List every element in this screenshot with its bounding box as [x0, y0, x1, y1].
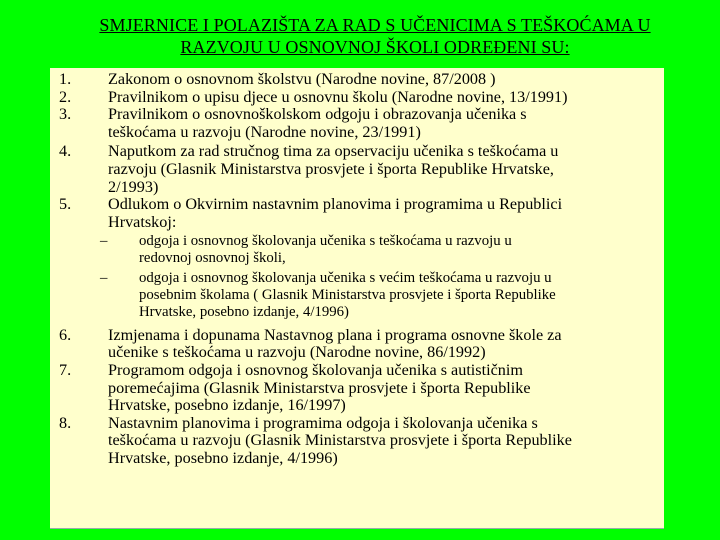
- sub-list-text: redovnoj osnovnoj školi,: [139, 250, 286, 267]
- list-item-8: [50, 415, 664, 468]
- sub-list-item-1: [50, 233, 664, 267]
- list-item-text: razvoju (Glasnik Ministarstva prosvjete i športa Republike Hrvatske,: [108, 159, 554, 178]
- title-line-2: RAZVOJU U OSNOVNOJ ŠKOLI ODREĐENI SU:: [180, 37, 570, 57]
- page-title: [30, 14, 720, 58]
- list-number: 2.: [59, 87, 72, 106]
- list-item-text: Naputkom za rad stručnog tima za opservaciju učenika s teškoćama u: [108, 142, 559, 161]
- list-item-text: Pravilnikom o osnovnoškolskom odgoju i obrazovanja učenika s: [108, 105, 527, 124]
- list-item-1: [50, 71, 664, 89]
- list-item-text: Pravilnikom o upisu djece u osnovnu školu (Narodne novine, 13/1991): [108, 87, 568, 106]
- dash-bullet: –: [100, 233, 108, 250]
- list-item-text: Odlukom o Okvirnim nastavnim planovima i programima u Republici: [108, 195, 563, 214]
- sub-list: [50, 233, 664, 320]
- list-item-6: [50, 327, 664, 362]
- list-number: 3.: [59, 105, 72, 124]
- list-number: 8.: [59, 413, 72, 432]
- list-item-text: Zakonom o osnovnom školstvu (Narodne novine, 87/2008 ): [108, 70, 496, 88]
- list-number: 6.: [59, 325, 72, 344]
- title-line-1: SMJERNICE I POLAZIŠTA ZA RAD S UČENICIMA S TEŠKOĆAMA U: [99, 15, 651, 35]
- list-number: 7.: [59, 361, 72, 379]
- list-number: 5.: [59, 195, 72, 214]
- list-item-4: [50, 143, 664, 196]
- list-item-text: 2/1993): [108, 177, 159, 196]
- list-item-text: Nastavnim planovima i programima odgoja i školovanja učenika s: [108, 413, 538, 432]
- list-item-text: učenike s teškoćama u razvoju (Narodne novine, 86/1992): [108, 343, 486, 362]
- dash-bullet: –: [100, 269, 108, 286]
- list-item-text: Hrvatske, posebno izdanje, 16/1997): [108, 396, 346, 415]
- list-item-text: teškoćama u razvoju (Glasnik Ministarstva prosvjete i športa Republike: [108, 431, 572, 450]
- sub-list-text: posebnim školama ( Glasnik Ministarstva prosvjete i športa Republike: [139, 286, 556, 303]
- list-item-text: poremećajima (Glasnik Ministarstva prosvjete i športa Republike: [108, 378, 531, 397]
- list-number: 4.: [59, 142, 72, 161]
- numbered-list: [50, 71, 664, 468]
- sub-list-text: Hrvatske, posebno izdanje, 4/1996): [139, 303, 349, 320]
- list-number: 1.: [59, 70, 72, 88]
- list-item-text: Izmjenama i dopunama Nastavnog plana i programa osnovne škole za: [108, 325, 562, 344]
- list-item-text: Hrvatskoj:: [108, 212, 177, 231]
- list-item-7: [50, 362, 664, 415]
- sub-list-text: odgoja i osnovnog školovanja učenika s teškoćama u razvoju u: [139, 233, 512, 250]
- sub-list-item-2: [50, 270, 664, 321]
- list-item-text: teškoćama u razvoju (Narodne novine, 23/1991): [108, 122, 421, 141]
- list-item-text: Hrvatske, posebno izdanje, 4/1996): [108, 448, 338, 467]
- list-item-5: [50, 196, 664, 231]
- content-panel: [50, 68, 664, 529]
- list-item-text: Programom odgoja i osnovnog školovanja učenika s autističnim: [108, 361, 523, 379]
- list-item-3: [50, 106, 664, 141]
- sub-list-text: odgoja i osnovnog školovanja učenika s većim teškoćama u razvoju u: [139, 269, 552, 286]
- list-item-2: [50, 89, 664, 107]
